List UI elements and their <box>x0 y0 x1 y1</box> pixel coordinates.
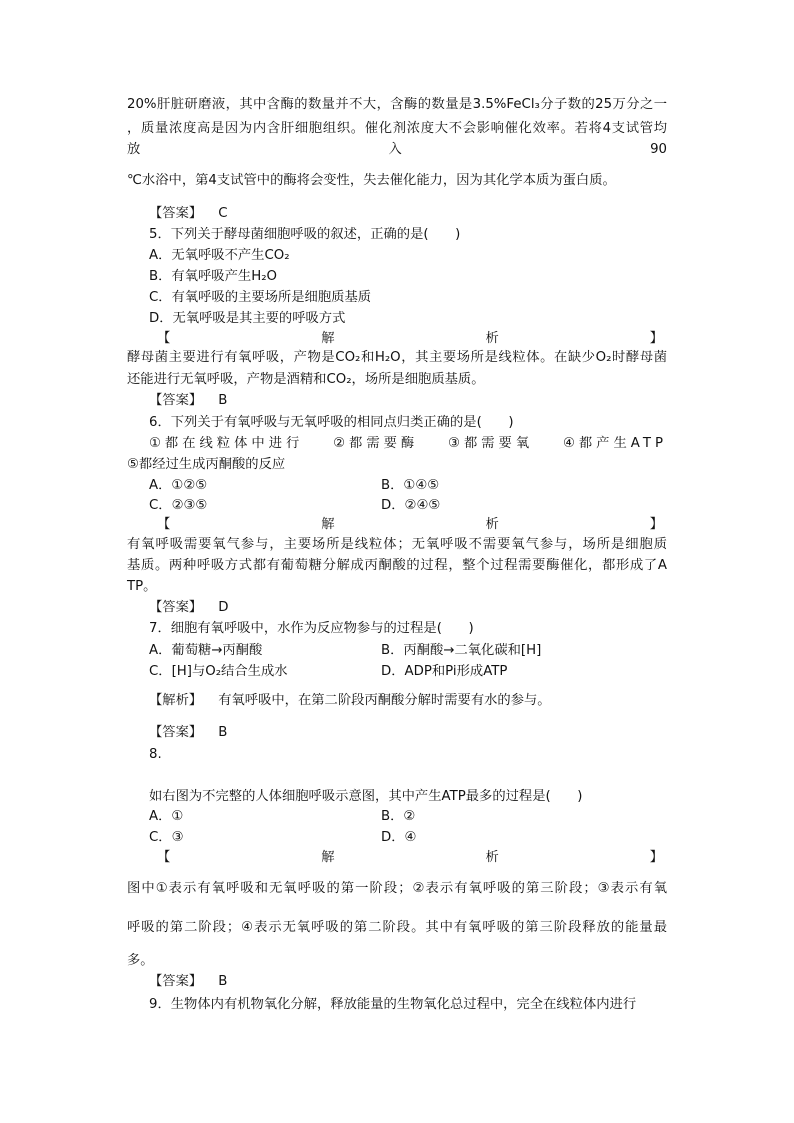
q6-analysis-line-1: 有氧呼吸需要氧气参与，主要场所是线粒体；无氧呼吸不需要氧气参与，场所是细胞质 <box>127 537 667 552</box>
q6-stem: 6．下列关于有氧呼吸与无氧呼吸的相同点归类正确的是( ) <box>149 415 514 430</box>
q8-option-b: B．② <box>381 809 416 824</box>
q8-answer: 【答案】 B <box>149 974 228 989</box>
q6-option-d: D．②④⑤ <box>381 498 441 513</box>
q8-analysis-line-3: 多。 <box>127 953 154 968</box>
q6-analysis-line-2: 基质。两种呼吸方式都有葡萄糖分解成丙酮酸的过程，整个过程需要酶催化，都形成了A <box>127 558 667 573</box>
q6-option-a: A．①②⑤ <box>149 478 208 493</box>
q7-stem: 7．细胞有氧呼吸中，水作为反应物参与的过程是( ) <box>149 621 474 636</box>
q7-option-b: B．丙酮酸→二氧化碳和[H] <box>381 643 542 658</box>
q6-option-c: C．②③⑤ <box>149 498 208 513</box>
q9-stem: 9．生物体内有机物氧化分解，释放能量的生物氧化总过程中，完全在线粒体内进行 <box>149 997 637 1012</box>
q5-option-c: C．有氧呼吸的主要场所是细胞质基质 <box>149 290 372 305</box>
q7-option-d: D．ADP和Pi形成ATP <box>381 664 508 679</box>
q5-analysis-line-2: 还能进行无氧呼吸，产物是酒精和CO₂，场所是细胞质基质。 <box>127 372 485 387</box>
q6-answer: 【答案】 D <box>149 600 229 615</box>
q5-option-d: D．无氧呼吸是其主要的呼吸方式 <box>149 311 346 326</box>
q8-analysis-line-1: 图中①表示有氧呼吸和无氧呼吸的第一阶段；②表示有氧呼吸的第三阶段；③表示有氧 <box>127 881 667 896</box>
q7-option-a: A．葡萄糖→丙酮酸 <box>149 643 263 658</box>
q5-analysis-header: 【 解 析 】 <box>157 331 663 346</box>
q8-analysis-line-2: 呼吸的第二阶段；④表示无氧呼吸的第二阶段。其中有氧呼吸的第三阶段释放的能量最 <box>127 920 667 935</box>
intro-line-2: ，质量浓度高是因为内含肝细胞组织。催化剂浓度大不会影响催化效率。若将4支试管均 <box>127 121 667 136</box>
q5-stem: 5．下列关于酵母菌细胞呼吸的叙述，正确的是( ) <box>149 227 461 242</box>
q6-items-line-2: ⑤都经过生成丙酮酸的反应 <box>127 457 286 472</box>
intro-line-4: ℃水浴中，第4支试管中的酶将会变性，失去催化能力，因为其化学本质为蛋白质。 <box>127 173 616 188</box>
q7-analysis: 【解析】 有氧呼吸中，在第二阶段丙酮酸分解时需要有水的参与。 <box>149 693 551 708</box>
q5-option-b: B．有氧呼吸产生H₂O <box>149 269 277 284</box>
q5-option-a: A．无氧呼吸不产生CO₂ <box>149 248 290 263</box>
q7-answer: 【答案】 B <box>149 725 228 740</box>
q6-analysis-header: 【 解 析 】 <box>157 517 663 532</box>
intro-line-1: 20%肝脏研磨液，其中含酶的数量并不大，含酶的数量是3.5%FeCl₃分子数的25万分之一 <box>127 97 667 112</box>
q8-option-a: A．① <box>149 809 184 824</box>
q7-option-c: C．[H]与O₂结合生成水 <box>149 664 288 679</box>
q6-analysis-line-3: TP。 <box>127 579 157 594</box>
q4-answer: 【答案】 C <box>149 206 228 221</box>
q5-answer: 【答案】 B <box>149 393 228 408</box>
q8-analysis-header: 【 解 析 】 <box>157 850 663 865</box>
q6-option-b: B．①④⑤ <box>381 478 440 493</box>
q8-option-d: D．④ <box>381 830 417 845</box>
q8-number: 8. <box>149 747 162 762</box>
q5-analysis-line-1: 酵母菌主要进行有氧呼吸，产物是CO₂和H₂O，其主要场所是线粒体。在缺少O₂时酵母菌 <box>127 350 667 365</box>
q8-stem: 如右图为不完整的人体细胞呼吸示意图，其中产生ATP最多的过程是( ) <box>149 789 583 804</box>
intro-line-3: 放 入 90 <box>127 142 667 157</box>
q8-option-c: C．③ <box>149 830 184 845</box>
q6-items-line-1: ①都在线粒体中进行 ②都需要酶 ③都需要氧 ④都产生ATP <box>149 436 667 451</box>
